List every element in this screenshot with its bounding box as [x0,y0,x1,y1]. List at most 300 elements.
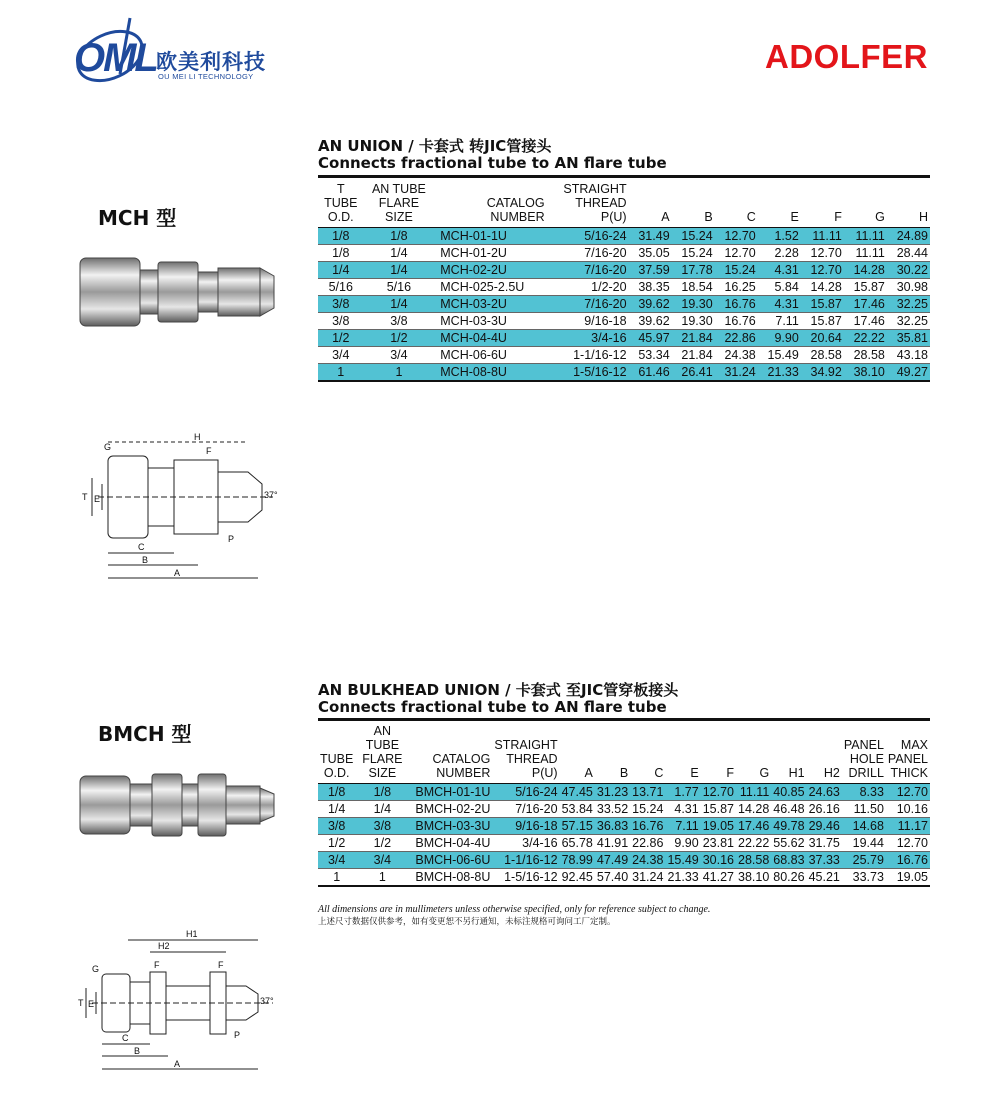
mch-col-header-line: P(U) [600,210,627,224]
table-cell: 25.79 [842,852,886,869]
bmch-col-header-line: CATALOG [432,752,491,766]
table-cell: 24.89 [887,228,930,245]
table-cell: 30.22 [887,262,930,279]
table-cell: 3/8 [318,818,355,835]
table-cell: 18.54 [681,280,713,294]
table-cell: 3/8 [332,314,350,328]
bmch-title-rule [318,718,930,721]
table-cell: 35.05 [638,246,670,260]
table-row [318,262,930,279]
table-row [318,835,930,852]
logo-chinese-name: 欧美利科技 [156,50,266,74]
table-row [318,801,930,818]
table-cell: BMCH-03-3U [409,818,492,835]
table-cell: 1.77 [665,784,700,801]
mch-col-header [715,182,758,228]
table-cell: 1-1/16-12 [573,348,627,362]
bmch-label-h2: H2 [158,941,170,951]
table-cell: 21.84 [681,348,713,362]
table-cell: 29.46 [808,819,840,833]
table-cell: 15.24 [715,262,758,279]
bmch-col-header [630,724,665,784]
table-cell: 22.22 [738,836,770,850]
mch-col-header-line: THREAD [575,196,627,210]
mch-label-p: P [228,534,235,544]
table-cell: 28.58 [853,348,885,362]
bmch-col-header-line: F [726,766,734,780]
bmch-col-header [560,724,595,784]
table-cell: BMCH-01-1U [409,784,492,801]
table-cell: 9.90 [674,836,699,850]
table-cell: 68.83 [773,853,805,867]
table-cell: 57.15 [561,819,593,833]
mch-col-header [547,182,629,228]
table-cell: 15.49 [667,853,699,867]
bmch-label-a: A [174,1059,181,1069]
table-cell: 17.46 [844,296,887,313]
table-cell: 3/4 [318,852,355,869]
mch-title-line2: Connects fractional tube to AN flare tube [318,154,667,172]
bmch-label-g: G [92,964,100,974]
table-cell: 15.87 [810,314,842,328]
table-cell: 16.25 [724,280,756,294]
table-cell: 55.62 [773,836,805,850]
table-cell: 7/16-20 [547,296,629,313]
table-row [318,228,930,245]
table-cell: 30.98 [896,280,928,294]
table-cell: 3/8 [318,296,364,313]
table-cell: 12.70 [810,246,842,260]
mch-col-header [318,182,364,228]
table-cell: MCH-08-8U [434,364,546,382]
mch-col-header-line: STRAIGHT [563,182,627,196]
mch-col-header [887,182,930,228]
table-cell: MCH-06-6U [440,348,507,362]
table-cell: 61.46 [629,364,672,382]
table-cell: 19.30 [681,314,713,328]
table-cell: 12.70 [896,836,928,850]
table-cell: 1/8 [364,228,435,245]
table-cell: 35.81 [887,330,930,347]
table-cell: 22.22 [844,330,887,347]
bmch-col-header [701,724,736,784]
mch-label-e: E [94,494,101,504]
mch-dimension-drawing [78,428,278,598]
mch-table-header [318,182,930,228]
mch-col-header [364,182,435,228]
table-cell: 15.24 [632,802,664,816]
table-cell: MCH-03-3U [440,314,507,328]
bmch-table-body [318,784,930,887]
bmch-col-header [595,724,630,784]
table-cell: 57.40 [596,870,629,884]
table-cell: 7.11 [775,314,799,328]
bmch-col-header-line: TUBE [320,752,354,766]
bmch-title-line2: Connects fractional tube to AN flare tube [318,698,667,716]
table-cell: 9.90 [758,330,801,347]
bmch-label-angle: 37° [260,996,274,1006]
bmch-label-f2: F [218,960,224,970]
mch-col-header [844,182,887,228]
table-cell: 30.16 [702,853,734,867]
table-cell: 13.71 [632,785,664,799]
table-row [318,279,930,296]
footnote [318,904,710,928]
bmch-col-header-line: O.D. [323,766,350,780]
bmch-label-p: P [234,1030,241,1040]
mch-col-header [672,182,715,228]
table-cell: 5/16 [386,280,412,294]
mch-label-b: B [142,555,149,565]
mch-col-header [629,182,672,228]
table-cell: 40.85 [773,785,805,799]
table-cell: 15.24 [672,228,715,245]
table-cell: 7.11 [665,818,700,835]
table-cell: 53.34 [638,348,670,362]
table-cell: 19.05 [896,870,928,884]
bmch-col-header [842,724,886,784]
table-cell: 31.49 [629,228,672,245]
bmch-col-header-line: THICK [890,766,928,780]
mch-label-c: C [138,542,145,552]
table-cell: MCH-01-1U [434,228,546,245]
table-cell: 15.24 [681,246,713,260]
bmch-title-line1: AN BULKHEAD UNION / 卡套式 至JIC管穿板接头 [318,681,679,699]
table-cell: 46.48 [773,802,805,816]
table-cell: 65.78 [561,836,593,850]
table-cell: 5.84 [774,280,799,294]
table-cell: 3/4 [355,852,409,869]
mch-label-g: G [104,442,112,452]
footnote-english: All dimensions are in mullimeters unless otherwise specified, only for reference subject to change. [318,904,711,915]
table-cell: 11.50 [853,802,884,816]
bmch-col-header [736,724,771,784]
table-cell: 33.73 [852,870,884,884]
table-cell: 1/8 [332,246,350,260]
table-cell: 19.30 [672,296,715,313]
table-cell: MCH-02-2U [434,262,546,279]
bmch-col-header [492,724,559,784]
mch-col-header-line: O.D. [327,210,354,224]
table-cell: MCH-025-2.5U [440,280,525,294]
bmch-section-title [318,682,678,716]
table-cell: 5/16-24 [547,228,629,245]
table-cell: 20.64 [801,330,844,347]
bmch-label-t: T [78,998,84,1008]
bmch-fitting-photo [78,770,278,840]
table-cell: 23.81 [702,836,734,850]
table-cell: 2.28 [774,246,799,260]
table-cell: 37.59 [629,262,672,279]
table-cell: 31.24 [632,870,664,884]
bmch-col-header [355,724,409,784]
table-cell: 1/2 [364,330,435,347]
table-cell: BMCH-06-6U [409,852,492,869]
table-cell: 38.10 [844,364,887,382]
table-cell: 8.33 [842,784,886,801]
table-cell: 11.11 [855,246,885,260]
table-cell: 22.86 [715,330,758,347]
table-cell: 38.35 [638,280,670,294]
table-cell: BMCH-02-2U [415,802,491,816]
bmch-col-header [807,724,842,784]
table-cell: 1/4 [327,802,346,816]
table-cell: 1/4 [318,262,364,279]
mch-col-header-line: A [661,210,670,224]
table-cell: 37.33 [808,853,840,867]
mch-col-header-line: F [834,210,842,224]
bmch-label-f1: F [154,960,160,970]
mch-title-rule [318,175,930,178]
table-cell: 12.70 [724,246,756,260]
brand-name: ADOLFER [765,38,928,75]
mch-col-header [434,182,546,228]
table-cell: 3/4 [390,348,408,362]
table-cell: 14.68 [842,818,886,835]
table-cell: 1/4 [373,802,392,816]
mch-col-header-line: TUBE [324,196,358,210]
mch-model-label: MCH 型 [98,206,177,230]
table-cell: 21.33 [667,870,699,884]
bmch-col-header-line: H2 [823,766,840,780]
bmch-col-header [409,724,492,784]
table-cell: MCH-01-2U [440,246,507,260]
table-cell: 1-5/16-12 [504,870,558,884]
table-cell: 34.92 [801,364,844,382]
table-cell: 17.46 [738,819,770,833]
table-cell: 1/2-20 [591,280,627,294]
table-cell: 31.23 [596,785,629,799]
table-cell: 3/8 [355,818,409,835]
table-cell: 11.11 [844,228,887,245]
table-cell: 1/8 [355,784,409,801]
logo-letters: OML [74,36,157,80]
bmch-col-header [665,724,700,784]
table-cell: 49.78 [773,819,805,833]
mch-col-header-line: G [875,210,885,224]
table-cell: 33.52 [596,802,629,816]
mch-col-header-line: C [746,210,756,224]
bmch-model-label: BMCH 型 [98,722,192,746]
table-cell: 12.70 [801,262,844,279]
bmch-col-header [771,724,806,784]
table-cell: 1/2 [327,836,346,850]
table-cell: 24.38 [632,853,664,867]
table-cell: 1 [318,364,364,382]
table-cell: 43.18 [896,348,928,362]
bmch-col-header-line: MAX [900,738,928,752]
bmch-col-header-line: B [619,766,629,780]
table-cell: 1 [364,364,435,382]
company-logo [70,14,280,104]
table-cell: 11.17 [886,818,930,835]
mch-col-header-line: T [336,182,345,196]
mch-col-header-line: B [704,210,713,224]
table-cell: 14.28 [810,280,842,294]
table-cell: 47.45 [561,785,593,799]
table-cell: 10.16 [896,802,928,816]
table-cell: BMCH-04-4U [415,836,491,850]
table-cell: 41.91 [596,836,629,850]
mch-label-t: T [82,492,88,502]
bmch-col-header-line: G [759,766,770,780]
bmch-label-c: C [122,1033,129,1043]
table-cell: 45.21 [808,870,840,884]
table-cell: 49.27 [887,364,930,382]
table-cell: 1/2 [373,836,392,850]
bmch-col-header-line: NUMBER [436,766,491,780]
mch-label-h: H [194,432,201,442]
mch-col-header-line: NUMBER [490,210,545,224]
mch-table-body [318,228,930,382]
bmch-col-header-line: A [584,766,593,780]
logo-english-name: OU MEI LI TECHNOLOGY [158,72,254,81]
table-cell: 5/16-24 [492,784,559,801]
table-row [318,784,930,801]
table-cell: 22.86 [632,836,664,850]
table-cell: 15.87 [801,296,844,313]
table-cell: 15.87 [702,802,734,816]
mch-label-a: A [174,568,181,578]
table-cell: 24.63 [808,785,840,799]
table-cell: 16.76 [724,314,756,328]
bmch-col-header-line: DRILL [848,766,884,780]
bmch-col-header-line: STRAIGHT [494,738,558,752]
table-cell: 3/4-16 [547,330,629,347]
bmch-col-header-line: PANEL [887,752,928,766]
table-cell: 21.84 [672,330,715,347]
bmch-col-header-line: H1 [788,766,805,780]
mch-col-header [801,182,844,228]
table-cell: 12.70 [702,785,734,799]
bmch-label-b: B [134,1046,141,1056]
table-cell: 17.78 [672,262,715,279]
table-cell: 24.38 [724,348,756,362]
table-cell: 15.87 [853,280,885,294]
table-cell: 31.24 [715,364,758,382]
table-cell: 1 [333,870,341,884]
bmch-col-header-line: E [690,766,699,780]
bmch-col-header-line: AN TUBE [365,724,400,752]
mch-fitting-photo [78,252,278,332]
table-cell: 78.99 [561,853,593,867]
table-cell: 14.28 [844,262,887,279]
mch-section-title [318,138,667,172]
table-cell: 1-1/16-12 [492,852,559,869]
bmch-label-e: E [88,999,95,1009]
table-cell: 39.62 [638,314,670,328]
table-cell: 9/16-18 [584,314,627,328]
footnote-chinese: 上述尺寸数据仅供参考，如有变更恕不另行通知，未标注规格可询问工厂定制。 [318,917,616,927]
table-cell: 21.33 [758,364,801,382]
bmch-col-header-line: FLARE [362,752,403,766]
mch-col-header-line: CATALOG [486,196,545,210]
table-cell: 19.44 [852,836,884,850]
table-row [318,364,930,382]
bmch-spec-table [318,724,930,887]
bmch-label-h1: H1 [186,929,198,939]
table-cell: 14.28 [738,802,770,816]
bmch-dimension-drawing [78,928,278,1078]
table-cell: 5/16 [328,280,353,294]
table-cell: 16.76 [886,852,930,869]
table-cell: 3/4-16 [522,836,558,850]
table-cell: 11.11 [801,228,844,245]
table-cell: BMCH-08-8U [415,870,491,884]
table-cell: 9/16-18 [492,818,559,835]
table-row [318,330,930,347]
table-cell: MCH-04-4U [434,330,546,347]
table-cell: 3/8 [390,314,408,328]
mch-title-line1: AN UNION / 卡套式 转JIC管接头 [318,137,552,155]
table-cell: 45.97 [629,330,672,347]
table-cell: 7/16-20 [584,246,627,260]
mch-col-header-line: AN TUBE [371,182,426,196]
table-row [318,347,930,364]
table-cell: 16.76 [715,296,758,313]
table-cell: 38.10 [738,870,770,884]
table-cell: 39.62 [629,296,672,313]
table-row [318,296,930,313]
table-cell: 1 [378,870,386,884]
bmch-table-header [318,724,930,784]
table-cell: 4.31 [758,262,801,279]
table-cell: 17.46 [853,314,885,328]
table-cell: 1/4 [364,262,435,279]
table-cell: 28.58 [738,853,770,867]
table-cell: 19.05 [702,819,734,833]
table-cell: 16.76 [632,819,664,833]
table-cell: 1/8 [318,784,355,801]
table-cell: 1/4 [364,296,435,313]
table-cell: 4.31 [674,802,699,816]
table-cell: 26.16 [808,802,840,816]
bmch-col-header [886,724,930,784]
bmch-col-header [318,724,355,784]
table-cell: 92.45 [561,870,593,884]
table-cell: MCH-03-2U [434,296,546,313]
table-cell: 36.83 [596,819,629,833]
bmch-col-header-line: P(U) [531,766,558,780]
mch-label-f: F [206,446,212,456]
table-cell: 28.58 [810,348,842,362]
table-cell: 4.31 [758,296,801,313]
mch-col-header-line: E [790,210,799,224]
table-row [318,852,930,869]
table-row [318,818,930,835]
table-cell: 3/4 [332,348,350,362]
table-cell: 47.49 [596,853,629,867]
table-cell: 1/4 [390,246,408,260]
mch-col-header-line: H [918,210,928,224]
table-cell: 32.25 [887,296,930,313]
table-cell: 15.49 [767,348,799,362]
mch-col-header-line: SIZE [385,210,413,224]
mch-col-header-line: FLARE [378,196,420,210]
table-cell: 41.27 [702,870,734,884]
bmch-col-header-line: SIZE [368,766,397,780]
table-cell: 7/16-20 [515,802,558,816]
bmch-col-header-line: HOLE [849,752,884,766]
table-cell: 12.70 [715,228,758,245]
table-cell: 11.11 [736,784,771,801]
table-row [318,245,930,262]
table-cell: 32.25 [896,314,928,328]
table-cell: 12.70 [886,784,930,801]
mch-label-angle: 37° [264,490,278,500]
table-row [318,313,930,330]
mch-col-header [758,182,801,228]
